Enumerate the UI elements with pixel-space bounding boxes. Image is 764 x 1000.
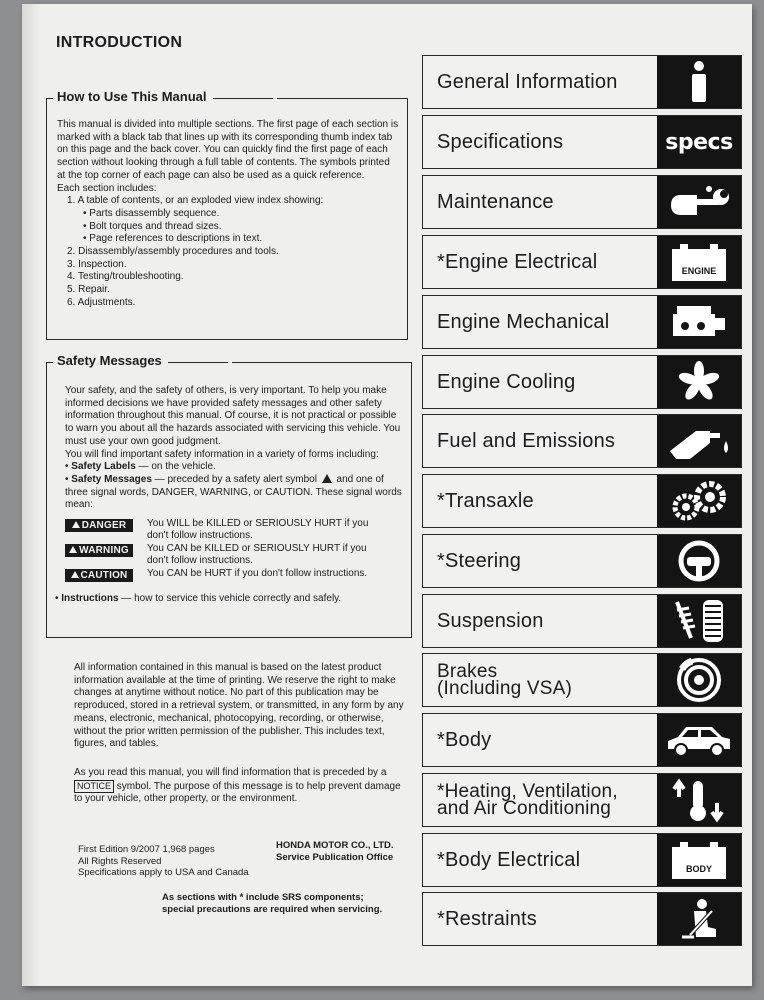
tab-label: Brakes (Including VSA) xyxy=(437,661,573,699)
warning-label: WARNING xyxy=(65,544,133,557)
engine-block-icon xyxy=(657,296,741,348)
list-item: 5. Repair. xyxy=(67,284,110,296)
alert-triangle-icon xyxy=(71,571,79,578)
tab-steering[interactable] xyxy=(422,534,742,588)
notice-paragraph: As you read this manual, you will find information that is preceded by a NOTICE symbol. The purpose of this message is to help prevent damage to your vehicle, other property, or the environment. xyxy=(74,767,401,805)
shock-absorber-icon xyxy=(657,595,741,647)
tab-label: Specifications xyxy=(437,130,564,153)
list-item: • Instructions — how to service this vehicle correctly and safely. xyxy=(55,593,342,605)
signal-row-caution xyxy=(65,568,403,593)
tab-maintenance[interactable] xyxy=(422,175,742,229)
signal-row-danger xyxy=(65,518,403,543)
edition-info: First Edition 9/2007 1,968 pages All Rights Reserved Specifications apply to USA and Canada xyxy=(78,844,249,878)
tab-fuel-and-emissions[interactable] xyxy=(422,414,742,468)
tab-heating-ventilation-ac[interactable] xyxy=(422,773,742,827)
tab-body[interactable] xyxy=(422,713,742,767)
how-to-use-box xyxy=(46,89,408,340)
tab-engine-cooling[interactable] xyxy=(422,355,742,409)
tab-brakes[interactable] xyxy=(422,653,742,707)
tab-label: *Body Electrical xyxy=(437,848,581,871)
tab-engine-mechanical[interactable] xyxy=(422,295,742,349)
tab-general-information[interactable] xyxy=(422,55,742,109)
safety-messages-title: Safety Messages xyxy=(53,353,232,368)
tab-label: *Restraints xyxy=(437,907,538,930)
how-to-use-title: How to Use This Manual xyxy=(53,89,277,104)
tab-transaxle[interactable] xyxy=(422,474,742,528)
signal-row-warning xyxy=(65,543,403,568)
list-item: 3. Inspection. xyxy=(67,258,127,270)
notice-symbol: NOTICE xyxy=(74,780,114,793)
specs-icon: specs xyxy=(657,116,741,168)
gears-icon xyxy=(657,475,741,527)
list-item: 4. Testing/troubleshooting. xyxy=(67,271,184,283)
list-item: 6. Adjustments. xyxy=(67,296,136,308)
list-item: • Page references to descriptions in text. xyxy=(83,233,263,245)
publisher-info: HONDA MOTOR CO., LTD. Service Publication Office xyxy=(276,840,394,863)
safety-alert-icon xyxy=(322,474,332,483)
safety-paragraph: Your safety, and the safety of others, is very important. To help you make informed decisions we have provided safety messages and other safety information throughout this manual. Of course, it is not practical or possible to warn you about all the hazards associated with servicing this vehicle. You must use your own good judgment. xyxy=(65,385,401,447)
info-icon xyxy=(657,56,741,108)
tab-label: Maintenance xyxy=(437,190,554,213)
thermometer-icon xyxy=(657,774,741,826)
tab-label: *Engine Electrical xyxy=(437,250,598,273)
list-item: • Safety Messages — preceded by a safety alert symbol and one of three signal words, DANGER, WARNING, or CAUTION. These signal words mean: xyxy=(65,473,402,511)
disclaimer-paragraph: All information contained in this manual is based on the latest product information available at the time of printing. We reserve the right to make changes at anytime without notice. No part of this publication may be reproduced, stored in a retrieval system, or transmitted, in any form by any means, electronic, mechanical, photocopying, recording, or otherwise, without the prior written permission of the publisher. This includes text, figures, and tables. xyxy=(74,662,404,750)
includes-intro: Each section includes: xyxy=(57,182,157,194)
safety-paragraph: You will find important safety information in a variety of forms including: xyxy=(65,448,379,460)
list-item: • Bolt torques and thread sizes. xyxy=(83,220,222,232)
safety-messages-box xyxy=(46,353,412,638)
signal-text: You CAN be HURT if you don't follow instructions. xyxy=(147,568,368,580)
steering-wheel-icon xyxy=(657,535,741,587)
brake-disc-icon xyxy=(657,654,741,706)
battery-body-icon: BODY xyxy=(657,834,741,886)
tab-specifications[interactable] xyxy=(422,115,742,169)
tab-restraints[interactable] xyxy=(422,892,742,946)
tab-label: Engine Cooling xyxy=(437,370,576,393)
list-item: • Parts disassembly sequence. xyxy=(83,207,220,219)
tab-body-electrical[interactable] xyxy=(422,833,742,887)
tab-label: General Information xyxy=(437,70,618,93)
alert-triangle-icon xyxy=(72,521,80,528)
fuel-nozzle-icon xyxy=(657,415,741,467)
tab-label: *Transaxle xyxy=(437,489,534,512)
wrench-hand-icon xyxy=(657,176,741,228)
signal-text: You WILL be KILLED or SERIOUSLY HURT if you don't follow instructions. xyxy=(147,518,369,542)
signal-text: You CAN be KILLED or SERIOUSLY HURT if you don't follow instructions. xyxy=(147,543,367,567)
tab-label: *Body xyxy=(437,728,492,751)
how-to-use-content xyxy=(57,119,399,310)
danger-label: DANGER xyxy=(65,519,133,532)
tab-label: Suspension xyxy=(437,609,544,632)
car-body-icon xyxy=(657,714,741,766)
tab-label: Fuel and Emissions xyxy=(437,429,616,452)
safety-content xyxy=(55,385,403,606)
srs-note: As sections with * include SRS components; special precautions are required when servicing. xyxy=(162,892,383,915)
alert-triangle-icon xyxy=(69,546,77,553)
list-item: 1. A table of contents, or an exploded view index showing: xyxy=(67,195,324,207)
tab-label: Engine Mechanical xyxy=(437,310,610,333)
battery-engine-icon: ENGINE xyxy=(657,236,741,288)
manual-page xyxy=(22,4,752,986)
tab-label: *Steering xyxy=(437,549,522,572)
list-item: 2. Disassembly/assembly procedures and tools. xyxy=(67,246,279,258)
tab-label: *Heating, Ventilation, and Air Conditioning xyxy=(437,781,618,819)
caution-label: CAUTION xyxy=(65,569,133,582)
how-to-use-paragraph: This manual is divided into multiple sections. The first page of each section is marked with a black tab that lines up with its corresponding thumb index tab on this page and the back cover. You can quickly find the first page of each section without looking through a full table of contents. The symbols printed at the top corner of each page can also be used as a quick reference. xyxy=(57,119,399,181)
tab-engine-electrical[interactable] xyxy=(422,235,742,289)
page-title: INTRODUCTION xyxy=(56,34,183,51)
seatbelt-icon xyxy=(657,893,741,945)
list-item: • Safety Labels — on the vehicle. xyxy=(65,461,216,473)
tab-suspension[interactable] xyxy=(422,594,742,648)
cooling-fan-icon xyxy=(657,356,741,408)
